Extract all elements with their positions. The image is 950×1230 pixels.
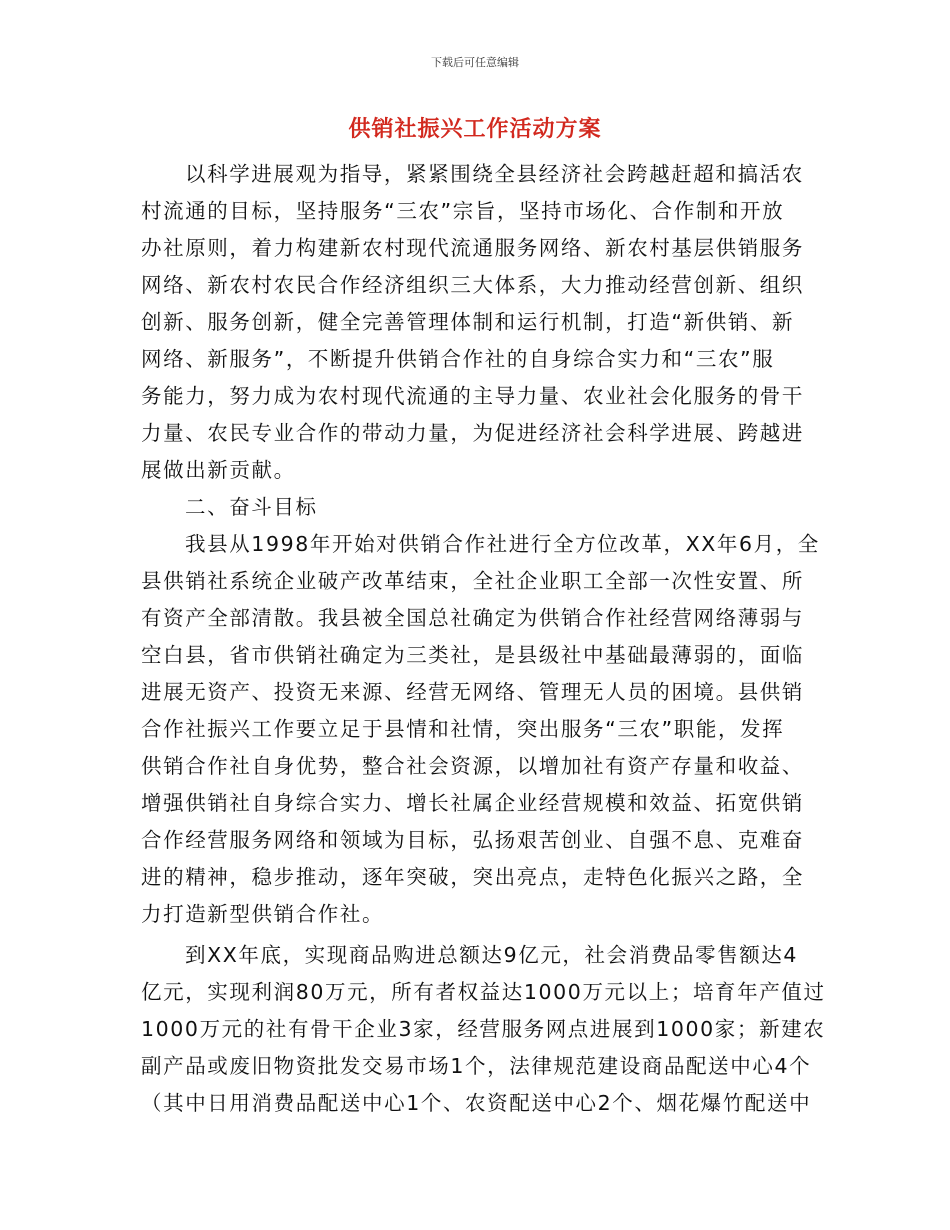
text-line: 展做出新贡献。	[141, 458, 296, 482]
text-line: 进的精神，稳步推动，逐年突破，突出亮点，走特色化振兴之路，全	[141, 865, 804, 889]
text-line: 力打造新型供销合作社。	[141, 902, 385, 926]
text-line: 务能力，努力成为农村现代流通的主导力量、农业社会化服务的骨干	[141, 384, 804, 408]
text-line: 有资产全部清散。我县被全国总社确定为供销合作社经营网络薄弱与	[141, 606, 804, 630]
text-line: 我县从1998年开始对供销合作社进行全方位改革，XX年6月，全	[185, 532, 820, 556]
text-line: 增强供销社自身综合实力、增长社属企业经营规模和效益、拓宽供销	[141, 791, 804, 815]
text-line: 副产品或废旧物资批发交易市场1个，法律规范建设商品配送中心4个	[141, 1054, 812, 1078]
text-line: 办社原则，着力构建新农村现代流通服务网络、新农村基层供销服务	[141, 236, 804, 260]
text-line: 供销合作社自身优势，整合社会资源，以增加社有资产存量和收益、	[141, 754, 804, 778]
text-line: 合作社振兴工作要立足于县情和社情，突出服务“三农”职能，发挥	[141, 717, 785, 741]
text-line: 以科学进展观为指导，紧紧围绕全县经济社会跨越赶超和搞活农	[185, 162, 804, 186]
text-line: 空白县，省市供销社确定为三类社，是县级社中基础最薄弱的，面临	[141, 643, 804, 667]
header-note: 下载后可任意编辑	[431, 56, 519, 69]
text-line: 亿元，实现利润80万元，所有者权益达1000万元以上；培育年产值过	[141, 980, 826, 1004]
text-line: 网络、新服务”，不断提升供销合作社的自身综合实力和“三农”服	[141, 347, 775, 371]
document-title: 供销社振兴工作活动方案	[348, 117, 602, 142]
section-heading: 二、奋斗目标	[185, 495, 318, 519]
text-line: 到XX年底，实现商品购进总额达9亿元，社会消费品零售额达4	[185, 943, 799, 967]
document-body	[141, 156, 826, 1122]
text-line: （其中日用消费品配送中心1个、农资配送中心2个、烟花爆竹配送中	[141, 1091, 812, 1115]
text-line: 网络、新农村农民合作经济组织三大体系，大力推动经营创新、组织	[141, 273, 804, 297]
paragraph-background	[141, 526, 820, 933]
text-line: 合作经营服务网络和领域为目标，弘扬艰苦创业、自强不息、克难奋	[141, 828, 804, 852]
text-line: 创新、服务创新，健全完善管理体制和运行机制，打造“新供销、新	[141, 310, 795, 334]
paragraph-guiding-principle	[141, 156, 813, 489]
text-line: 1000万元的社有骨干企业3家，经营服务网点进展到1000家；新建农	[141, 1017, 826, 1041]
paragraph-targets	[141, 937, 826, 1122]
text-line: 力量、农民专业合作的带动力量，为促进经济社会科学进展、跨越进	[141, 421, 804, 445]
text-line: 进展无资产、投资无来源、经营无网络、管理无人员的困境。县供销	[141, 680, 804, 704]
text-line: 县供销社系统企业破产改革结束，全社企业职工全部一次性安置、所	[141, 569, 804, 593]
text-line: 村流通的目标，坚持服务“三农”宗旨，坚持市场化、合作制和开放	[141, 199, 785, 223]
